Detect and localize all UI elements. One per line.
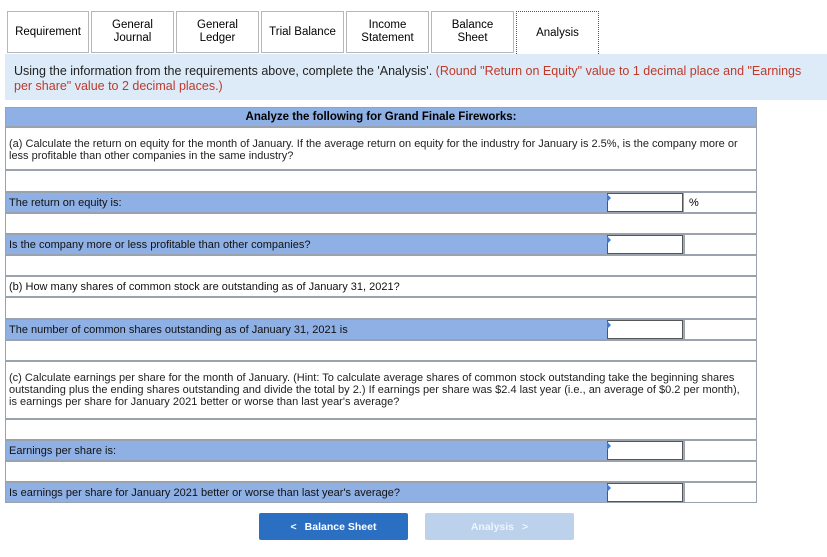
shares-row <box>5 319 757 340</box>
spacer-row <box>5 255 757 276</box>
spacer-row <box>5 461 757 482</box>
analysis-heading: Analyze the following for Grand Finale Fireworks: <box>5 107 757 127</box>
better-row <box>5 482 757 503</box>
spacer-row <box>5 213 757 234</box>
better-select[interactable] <box>607 483 683 502</box>
instruction-text: Using the information from the requirements above, complete the 'Analysis'. <box>14 64 433 78</box>
profitable-select[interactable] <box>607 235 683 254</box>
roe-input[interactable] <box>607 193 683 212</box>
tab-requirement[interactable] <box>7 11 89 53</box>
part-a-question: (a) Calculate the return on equity for the month of January. If the average return on equity for the industry for January is 2.5%, is the company more or less profitable than other companies in the same industry? <box>9 138 738 162</box>
tab-analysis[interactable] <box>516 11 599 54</box>
tab-label: Trial Balance <box>269 25 336 38</box>
better-label: Is earnings per share for January 2021 better or worse than last year's average? <box>9 487 400 499</box>
tab-label: General Journal <box>112 19 153 44</box>
tab-label: Requirement <box>15 25 81 38</box>
profitable-row <box>5 234 757 255</box>
spacer-row <box>5 170 757 192</box>
tab-general-journal[interactable] <box>91 11 174 53</box>
rounding-note: (Round "Return on Equity" value to 1 decimal place and "Earnings per share" value to 2 decimal places.) <box>14 64 802 93</box>
roe-label: The return on equity is: <box>9 197 122 209</box>
prev-balance-sheet-button[interactable] <box>259 513 408 540</box>
tab-label: Analysis <box>536 26 579 39</box>
chevron-right-icon: > <box>522 520 529 533</box>
next-analysis-button[interactable] <box>425 513 574 540</box>
shares-input[interactable] <box>607 320 683 339</box>
shares-label: The number of common shares outstanding as of January 31, 2021 is <box>9 324 348 336</box>
tab-label: General Ledger <box>197 19 238 44</box>
eps-label: Earnings per share is: <box>9 445 116 457</box>
chevron-left-icon: < <box>290 520 297 533</box>
eps-row <box>5 440 757 461</box>
part-c-question: (c) Calculate earnings per share for the month of January. (Hint: To calculate average shares of common stock outstanding take the beginning shares outstanding plus the ending shares outstanding and divide the total by 2.) If earnings per share was $2.4 last year (i.e., an average of $0.2 per month), is earnings per share for January 2021 better or worse than last year's average? <box>9 372 740 408</box>
profitable-label: Is the company more or less profitable than other companies? <box>9 239 311 251</box>
instruction-banner <box>5 54 827 100</box>
spacer-row <box>5 419 757 440</box>
tab-label: Balance Sheet <box>451 19 494 44</box>
tab-balance-sheet[interactable] <box>431 11 514 53</box>
part-c-row <box>5 361 757 419</box>
roe-unit: % <box>689 197 699 209</box>
tab-trial-balance[interactable] <box>261 11 344 53</box>
eps-input[interactable] <box>607 441 683 460</box>
part-a-row <box>5 127 757 170</box>
part-b-row <box>5 276 757 297</box>
tab-label: Income Statement <box>361 19 414 44</box>
tab-bar <box>7 11 599 54</box>
part-b-question: (b) How many shares of common stock are outstanding as of January 31, 2021? <box>9 281 400 293</box>
tab-general-ledger[interactable] <box>176 11 259 53</box>
tab-income-statement[interactable] <box>346 11 429 53</box>
prev-button-label: Balance Sheet <box>304 520 377 533</box>
roe-row <box>5 192 757 213</box>
next-button-label: Analysis <box>470 520 515 533</box>
spacer-row <box>5 340 757 361</box>
spacer-row <box>5 297 757 319</box>
